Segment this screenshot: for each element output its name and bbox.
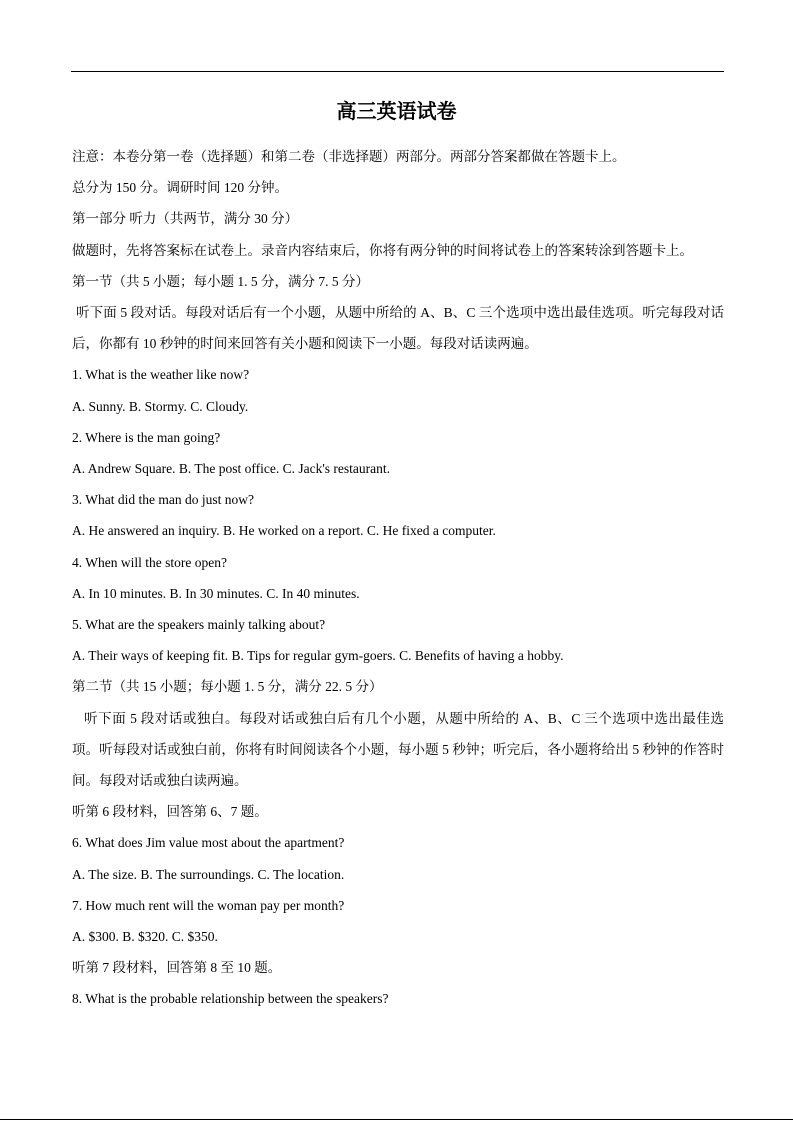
section-two-directions: 听下面 5 段对话或独白。每段对话或独白后有几个小题，从题中所给的 A、B、C 三个选项中选出最佳选项。听每段对话或独白前，你将有时间阅读各个小题，每小题 5 秒钟；听完后，各小题将给出 5 秒钟的作答时间。每段对话或独白读两遍。 [72, 710, 724, 789]
question-3: 3. What did the man do just now? [72, 492, 254, 508]
notice-line: 注意：本卷分第一卷（选择题）和第二卷（非选择题）两部分。两部分答案都做在答题卡上。 [72, 149, 626, 164]
question-2-options: A. Andrew Square. B. The post office. C. Jack's restaurant. [72, 461, 390, 477]
material-6-intro: 听第 6 段材料，回答第 6、7 题。 [72, 804, 268, 820]
page-title: 高三英语试卷 [336, 101, 457, 123]
part-one-heading: 第一部分 听力（共两节，满分 30 分） [72, 211, 299, 227]
question-7-options: A. $300. B. $320. C. $350. [72, 929, 218, 945]
score-time-line: 总分为 150 分。调研时间 120 分钟。 [72, 180, 288, 196]
footer-rule [0, 1119, 793, 1120]
section-two-heading: 第二节（共 15 小题；每小题 1. 5 分，满分 22. 5 分） [72, 679, 383, 695]
material-7-intro: 听第 7 段材料，回答第 8 至 10 题。 [72, 960, 282, 976]
question-8: 8. What is the probable relationship between the speakers? [72, 991, 389, 1007]
section-one-directions: 听下面 5 段对话。每段对话后有一个小题，从题中所给的 A、B、C 三个选项中选出最佳选项。听完每段对话后，你都有 10 秒钟的时间来回答有关小题和阅读下一小题。每段对话读两遍。 [72, 305, 724, 352]
question-1: 1. What is the weather like now? [72, 367, 250, 383]
question-5-options: A. Their ways of keeping fit. B. Tips for regular gym-goers. C. Benefits of having a hobby. [72, 648, 564, 664]
question-6-options: A. The size. B. The surroundings. C. The location. [72, 866, 345, 882]
question-6: 6. What does Jim value most about the apartment? [72, 835, 345, 851]
document-body [72, 141, 724, 1015]
listening-instructions: 做题时，先将答案标在试卷上。录音内容结束后，你将有两分钟的时间将试卷上的答案转涂到答题卡上。 [72, 242, 693, 258]
question-5: 5. What are the speakers mainly talking about? [72, 617, 326, 633]
header-rule [71, 71, 724, 72]
question-2: 2. Where is the man going? [72, 429, 221, 445]
question-3-options: A. He answered an inquiry. B. He worked on a report. C. He fixed a computer. [72, 523, 496, 539]
question-7: 7. How much rent will the woman pay per month? [72, 897, 345, 913]
question-1-options: A. Sunny. B. Stormy. C. Cloudy. [72, 398, 249, 414]
question-4-options: A. In 10 minutes. B. In 30 minutes. C. In 40 minutes. [72, 585, 360, 601]
question-4: 4. When will the store open? [72, 554, 227, 570]
section-one-heading: 第一节（共 5 小题；每小题 1. 5 分，满分 7. 5 分） [72, 273, 369, 289]
